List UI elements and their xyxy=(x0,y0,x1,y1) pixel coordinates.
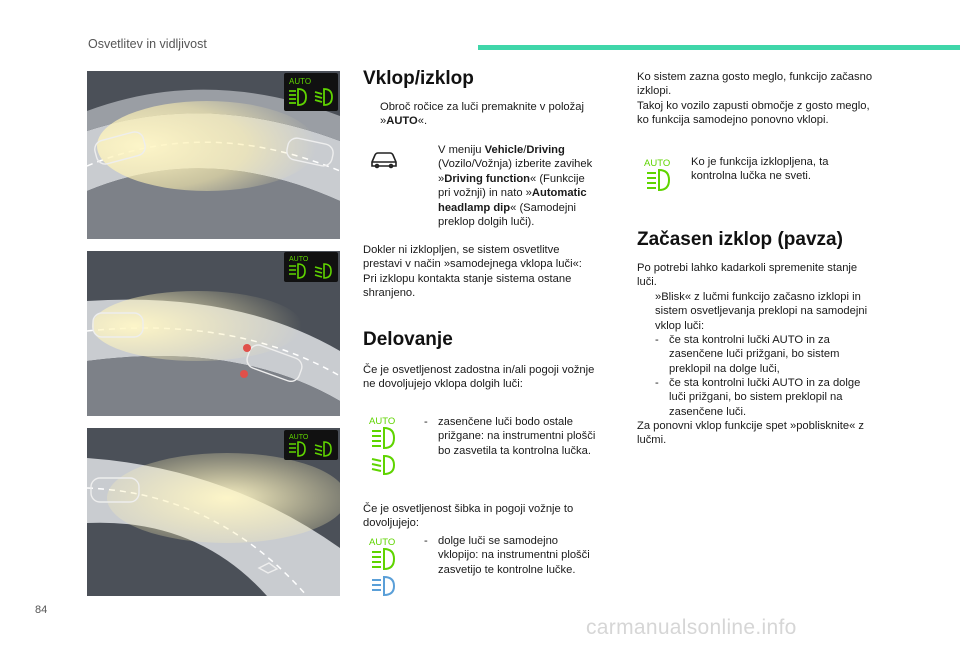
auto-dipped-beam-icon xyxy=(368,414,402,481)
watermark: carmanualsonline.info xyxy=(586,616,797,639)
header-accent-bar xyxy=(478,45,960,50)
paragraph-fog: Ko sistem zazna gosto meglo, funkcijo začasno izklopi. Takoj ko vozilo zapusti območje z gosto meglo, ko funkcija samodejno ponovno vklopi. xyxy=(637,71,873,127)
case-switch-to-dipped: če sta kontrolni lučki AUTO in za dolge luči prižgani, bo sistem preklopil na zasenčene luči. xyxy=(669,377,861,418)
paragraph-auto-mode: Dokler ni izklopljen, se sistem osvetlitve prestavi v način »samodejnega vklopa luči«: Pri izklopu kontakta stanje sistema ostane shranjeno. xyxy=(363,244,582,300)
svg-text:AUTO: AUTO xyxy=(289,77,312,86)
svg-text:AUTO: AUTO xyxy=(369,537,396,548)
auto-off-icon xyxy=(643,156,677,197)
svg-text:AUTO: AUTO xyxy=(289,434,309,441)
paragraph-reenable: Za ponovni vklop funkcije spet »poblisknite« z lučmi. xyxy=(637,420,864,447)
section-title-pavza: Začasen izklop (pavza) xyxy=(637,229,843,250)
section-title-vklop: Vklop/izklop xyxy=(363,68,474,89)
dash-marker: - xyxy=(655,377,659,389)
svg-text:AUTO: AUTO xyxy=(369,416,396,427)
dash-marker: - xyxy=(424,416,428,428)
dashboard-panel-auto-main xyxy=(284,430,338,465)
svg-text:AUTO: AUTO xyxy=(289,256,309,263)
paragraph-low-light: Če je osvetljenost šibka in pogoji vožnje to dovoljujejo: xyxy=(363,503,574,530)
auto-main-beam-icon xyxy=(368,535,402,602)
vehicle-menu-icon xyxy=(369,148,399,175)
step-menu-setting: V meniju Vehicle/Driving (Vozilo/Vožnja) izberite zavihek »Driving function« (Funkcije pri vožnji) in nato »Automatic headlamp dip« (Samodejni preklop dolgih luči). xyxy=(438,144,593,229)
step-ring-auto: Obroč ročice za luči premaknite v položaj »AUTO«. xyxy=(380,101,584,128)
dashboard-panel-auto-dipped-2 xyxy=(284,252,338,287)
page-number: 84 xyxy=(35,604,48,616)
case-main-on: dolge luči se samodejno vklopijo: na instrumentni plošči zasvetijo te kontrolne lučke. xyxy=(438,535,590,576)
dash-marker: - xyxy=(424,535,428,547)
running-header: Osvetlitev in vidljivost xyxy=(88,37,207,51)
section-title-delovanje: Delovanje xyxy=(363,329,453,350)
svg-text:AUTO: AUTO xyxy=(644,158,671,169)
dashboard-panel-auto-dipped xyxy=(284,73,338,116)
case-dipped-on: zasenčene luči bodo ostale prižgane: na instrumentni plošči bo zasvetila ta kontrolna lučka. xyxy=(438,416,596,457)
paragraph-sufficient-light: Če je osvetljenost zadostna in/ali pogoji vožnje ne dovoljujejo vklopa dolgih luči: xyxy=(363,364,595,391)
note-function-off: Ko je funkcija izklopljena, ta kontrolna lučka ne sveti. xyxy=(691,156,829,183)
paragraph-pause: Po potrebi lahko kadarkoli spremenite stanje luči. xyxy=(637,262,858,289)
case-switch-to-main: če sta kontrolni lučki AUTO in za zasenčene luči prižgani, bo sistem preklopil na dolge luči, xyxy=(669,334,840,375)
step-flash: »Blisk« z lučmi funkcijo začasno izklopi in sistem osvetljevanja preklopi na samodejni vklop luči: xyxy=(655,291,868,332)
dash-marker: - xyxy=(655,334,659,346)
